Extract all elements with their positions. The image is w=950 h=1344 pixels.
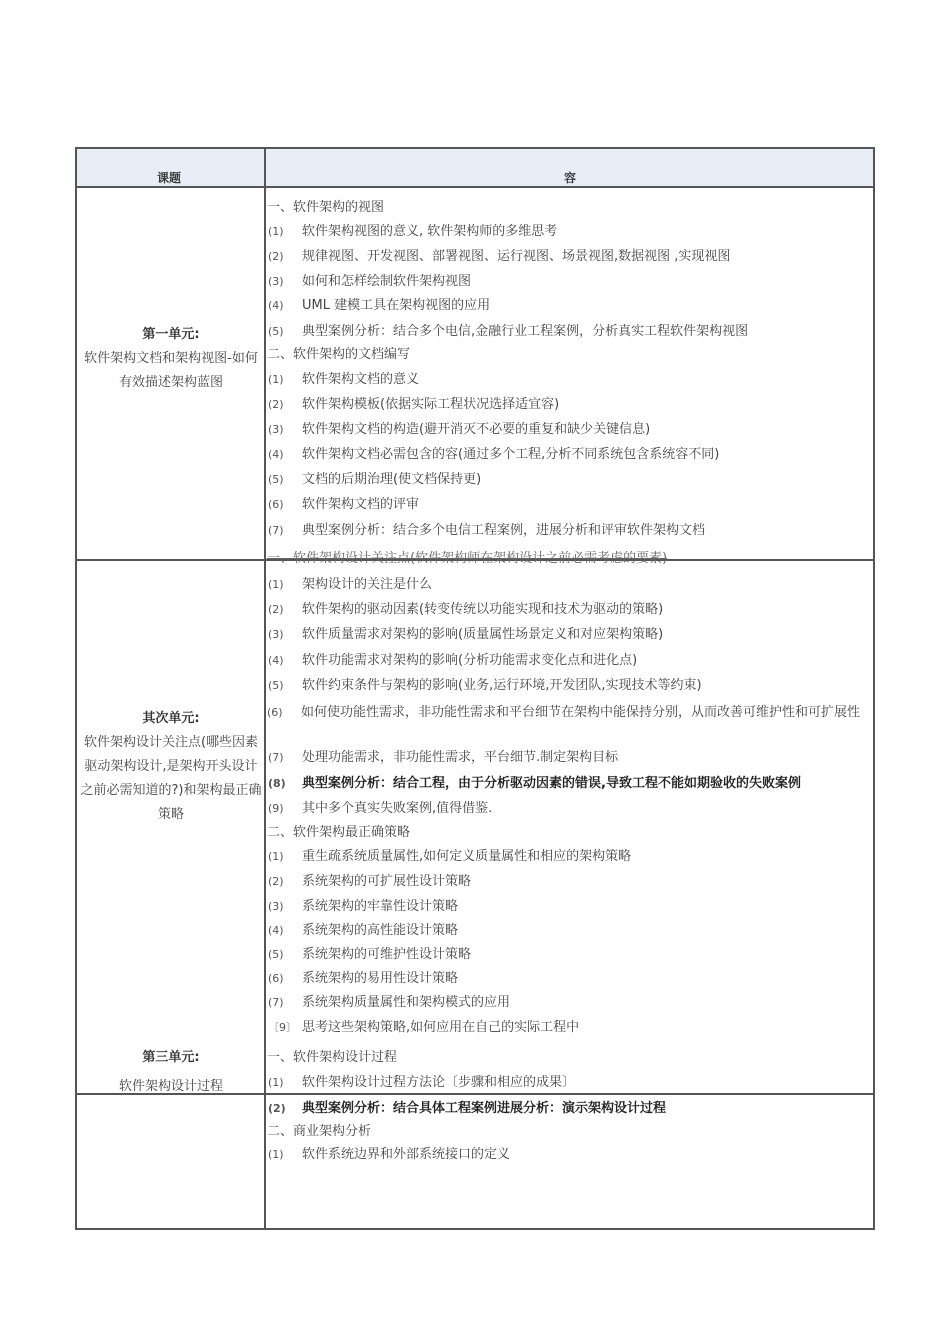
list-item: (6) 如何使功能性需求，非功能性需求和平台细节在架构中能保持分别，从而改善可维护性和可扩展性: [267, 705, 861, 720]
list-item: (4) 软件功能需求对架构的影响(分析功能需求变化点和进化点): [268, 653, 638, 668]
list-item: (2) 规律视图、开发视图、部署视图、运行视图、场景视图,数据视图 ,实现视图: [268, 249, 731, 264]
list-item: (6) 系统架构的易用性设计策略: [268, 971, 459, 986]
list-item: (5) 典型案例分析：结合多个电信,金融行业工程案例，分析真实工程软件架构视图: [268, 324, 749, 339]
list-item: (7) 系统架构质量属性和架构模式的应用: [268, 995, 511, 1010]
unit-3: [79, 1046, 263, 1099]
list-item: (2) 软件架构的驱动因素(转变传统以功能实现和技术为驱动的策略): [268, 602, 664, 617]
header-content: 容: [564, 171, 577, 185]
column-divider: [264, 149, 266, 1228]
unit-title: 第一单元:: [142, 327, 200, 342]
list-item: (5) 软件约束条件与架构的影响(业务,运行环境,开发团队,实现技术等约束): [268, 678, 702, 693]
unit-desc: 软件架构文档和架构视图-如何有效描述架构蓝图: [84, 351, 258, 390]
list-item: (5) 系统架构的可维护性设计策略: [268, 947, 472, 962]
unit-1: [79, 323, 263, 395]
unit-desc: 软件架构设计过程: [118, 1079, 223, 1094]
unit-2: [79, 707, 263, 827]
list-item: (3) 软件架构文档的构造(避开消灭不必要的重复和缺少关键信息): [268, 422, 651, 437]
list-item: (3) 软件质量需求对架构的影响(质量属性场景定义和对应架构策略): [268, 627, 664, 642]
divider: [77, 186, 873, 188]
section-heading: 一、软件架构设计关注点(软件架构师在架构设计之前必需考虑的要素): [267, 551, 668, 566]
syllabus-table: [75, 147, 875, 1230]
list-item: (7) 典型案例分析：结合多个电信工程案例，进展分析和评审软件架构文档: [268, 523, 706, 538]
section-heading: 二、商业架构分析: [267, 1124, 372, 1139]
list-item: (3) 如何和怎样绘制软件架构视图: [268, 274, 472, 289]
list-item: (4) 软件架构文档必需包含的容(通过多个工程,分析不同系统包含系统容不同): [268, 447, 720, 462]
list-item: (7) 处理功能需求，非功能性需求，平台细节.制定架构目标: [268, 750, 619, 765]
list-item: (1) 软件系统边界和外部系统接口的定义: [268, 1147, 511, 1162]
list-item: (6) 软件架构文档的评审: [268, 497, 420, 512]
list-item: (4) 系统架构的高性能设计策略: [268, 923, 459, 938]
section-heading: 二、软件架构最正确策略: [267, 825, 411, 840]
list-item: 〔9〕 思考这些架构策略,如何应用在自己的实际工程中: [268, 1020, 580, 1035]
section-heading: 二、软件架构的文档编写: [267, 347, 411, 362]
list-item: (3) 系统架构的牢靠性设计策略: [268, 899, 459, 914]
list-item: (2) 软件架构模板(依据实际工程状况选择适宜容): [268, 397, 560, 412]
table-header: [77, 149, 873, 186]
list-item: (1) 重生疏系统质量属性,如何定义质量属性和相应的架构策略: [268, 849, 632, 864]
list-item: (1) 软件架构视图的意义, 软件架构师的多维思考: [268, 224, 558, 239]
list-item: (1) 软件架构文档的意义: [268, 372, 420, 387]
list-item: (8) 典型案例分析：结合工程，由于分析驱动因素的错误,导致工程不能如期验收的失败案例: [268, 776, 801, 791]
list-item: (2) 典型案例分析：结合具体工程案例进展分析：演示架构设计过程: [268, 1101, 667, 1116]
list-item: (9) 其中多个真实失败案例,值得借鉴.: [268, 801, 493, 816]
section-heading: 一、软件架构的视图: [267, 200, 385, 215]
list-item: (1) 架构设计的关注是什么: [268, 577, 433, 592]
header-topic: 课题: [157, 171, 182, 185]
unit-title: 第三单元:: [142, 1050, 200, 1065]
unit-title: 其次单元:: [142, 711, 200, 726]
list-item: (4) UML 建模工具在架构视图的应用: [268, 298, 491, 313]
list-item: (1) 软件架构设计过程方法论〔步骤和相应的成果〕: [268, 1075, 576, 1090]
unit-desc: 软件架构设计关注点(哪些因素驱动架构设计,是架构开头设计之前必需知道的?)和架构最正确策略: [80, 735, 262, 822]
list-item: (2) 系统架构的可扩展性设计策略: [268, 874, 472, 889]
list-item: (5) 文档的后期治理(使文档保持更): [268, 472, 482, 487]
section-heading: 一、软件架构设计过程: [267, 1050, 398, 1065]
